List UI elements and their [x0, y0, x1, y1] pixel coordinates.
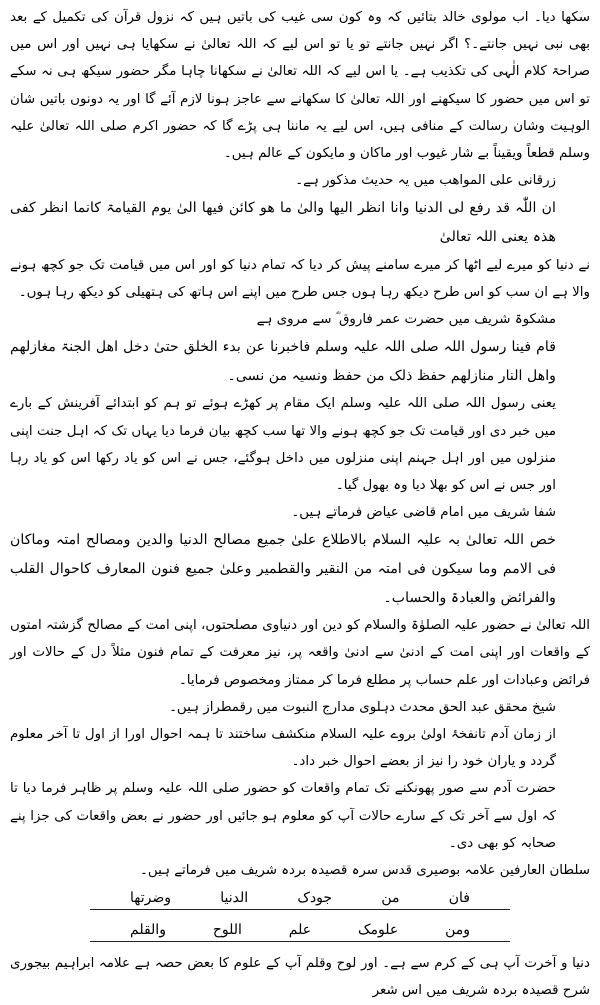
urdu-paragraph: شیخ محقق عبد الحق محدث دہلوی مدارج النبوت میں رقمطراز ہیں۔	[169, 699, 556, 715]
poem-verse-2-text: ومن علومک علم اللوح والقلم	[130, 922, 470, 939]
urdu-paragraph: حضرت آدم سے صور پھونکنے تک تمام واقعات کو حضور صلی اللہ علیہ وسلم پر ظاہر فرما دیا تا کہ اول سے آخر تک کے سارے حالات آپ کو معلوم ہو جائیں اور حضور نے بعض واقعات کی جزا پنے صحابہ کو بھی دی۔	[10, 781, 556, 851]
document-body	[10, 4, 590, 884]
urdu-paragraph: از زمان آدم تانفخۂ اولیٰ بروے علیہ السلام منکشف ساختند تا ہمہ احوال اورا از اول تا آخر معلوم گردد و یاران خود را نیز از بعضے احوال خبر داد۔	[10, 727, 556, 770]
urdu-paragraph: سکھا دیا۔ اب مولوی خالد بتائیں کہ وہ کون سی غیب کی باتیں ہیں کہ نزول قرآن کی تکمیل کے بعد بھی نبی نہیں جانتے۔؟ اگر نہیں جانتے تو یا تو اس لیے کہ اللہ تعالیٰ نے سکھایا ہی نہیں اور اس میں صراحۃ کلام الٰہی کی تکذیب ہے۔ یا اس لیے کہ اللہ تعالیٰ نے سکھانا چاہا مگر حضور سیکھ ہی نہ سکے تو اس میں حضور کا سیکھنے اور اللہ تعالیٰ کا سکھانے سے عاجز ہونا لازم آئے گا اور یہ دونوں باتیں شان الوہیت وشان رسالت کے منافی ہیں، اس لیے یہ ماننا ہی پڑے گا کہ حضور اکرم صلی اللہ تعالیٰ علیہ وسلم قطعاً ویقیناً بے شار غیوب اور ماکان و مایکون کے عالم ہیں۔	[10, 10, 590, 162]
poem-verse-2-rule	[90, 941, 510, 942]
poem-verse-1	[10, 886, 590, 916]
poem-verse-2	[10, 918, 590, 948]
closing-paragraph: دنیا و آخرت آپ ہی کے کرم سے ہے۔ اور لوح وقلم آپ کے علوم کا بعض حصہ ہے علامہ ابراہیم بیجوری شرح قصیدہ بردہ شریف میں اس شعر	[10, 956, 590, 999]
poem-verse-1-text: فان من جودک الدنیا وضرتھا	[130, 890, 470, 907]
poem-couplet	[10, 886, 590, 950]
urdu-paragraph: سلطان العارفین علامہ بوصیری قدس سرہ قصیدہ بردہ شریف میں فرماتے ہیں۔	[140, 863, 590, 879]
arabic-quote-paragraph: ان اللّٰہ قد رفع لی الدنیا وانا انظر الیھا والیٰ ما ھو کائن فیھا الیٰ یوم القیامۃ کانما انظر کفی ھذہ یعنی اللہ تعالیٰ	[10, 200, 556, 246]
urdu-paragraph: نے دنیا کو میرے لیے اٹھا کر میرے سامنے پیش کر دیا کہ تمام دنیا کو اور اس میں قیامت تک جو کچھ ہونے والا ہے ان سب کو اس طرح دیکھ رہا ہوں جس طرح میں اپنے اس ہاتھ کی ہتھیلی کو دیکھ رہا ہوں۔	[10, 257, 590, 300]
urdu-paragraph: شفا شریف میں امام قاضی عیاض فرماتے ہیں۔	[291, 505, 556, 521]
arabic-quote-paragraph: قام فینا رسول اللہ صلی اللہ علیہ وسلم فاخبرنا عن بدء الخلق حتیٰ دخل اھل الجنۃ مغازلھم واھل النار منازلھم حفظ ذلک من حفظ ونسیہ من نسی۔	[10, 339, 556, 384]
urdu-paragraph: مشکوۃ شریف میں حضرت عمر فاروق ؓ سے مروی ہے	[256, 312, 556, 328]
urdu-paragraph: اللہ تعالیٰ نے حضور علیہ الصلوٰۃ والسلام کو دین اور دنیاوی مصلحتوں، اپنی امت کے مصالح گزشتہ امتوں کے واقعات اور اپنی امت کے ادنیٰ سے ادنیٰ واقعہ پر، نیز معرفت کے تمام فنون مثلاً دل کے حالات اور فرائض وعبادات اور علم حساب پر مطلع فرما کر ممتاز ومخصوص فرمایا۔	[10, 618, 590, 688]
poem-verse-1-rule	[90, 909, 510, 910]
arabic-quote-paragraph: خص اللہ تعالیٰ بہ علیہ السلام بالاطلاع علیٰ جمیع مصالح الدنیا والدین ومصالح امتہ وماکان فی الامم وما سیکون فی امتہ من النقیر والقطمیر وعلیٰ جمیع فنون المعارف کاحوال القلب والفرائض والعبادۃ والحساب۔	[10, 532, 556, 606]
urdu-paragraph: زرقانی علی المواهب میں یہ حدیث مذکور ہے۔	[295, 173, 556, 189]
urdu-paragraph: یعنی رسول اللہ صلی اللہ علیہ وسلم ایک مقام پر کھڑے ہوئے تو ہم کو ابتدائے آفرینش کے بارے میں خبر دی اور قیامت تک جو کچھ ہونے والا تھا سب کچھ بیان فرما دیا یہاں تک کہ اہل جنت اپنی منزلوں میں اور اہل جہنم اپنی منزلوں میں داخل ہوگئے، جس نے اس کو یاد رکھا اس کو یاد رہا اور جس نے اس کو بھلا دیا وہ بھول گیا۔	[10, 396, 556, 494]
